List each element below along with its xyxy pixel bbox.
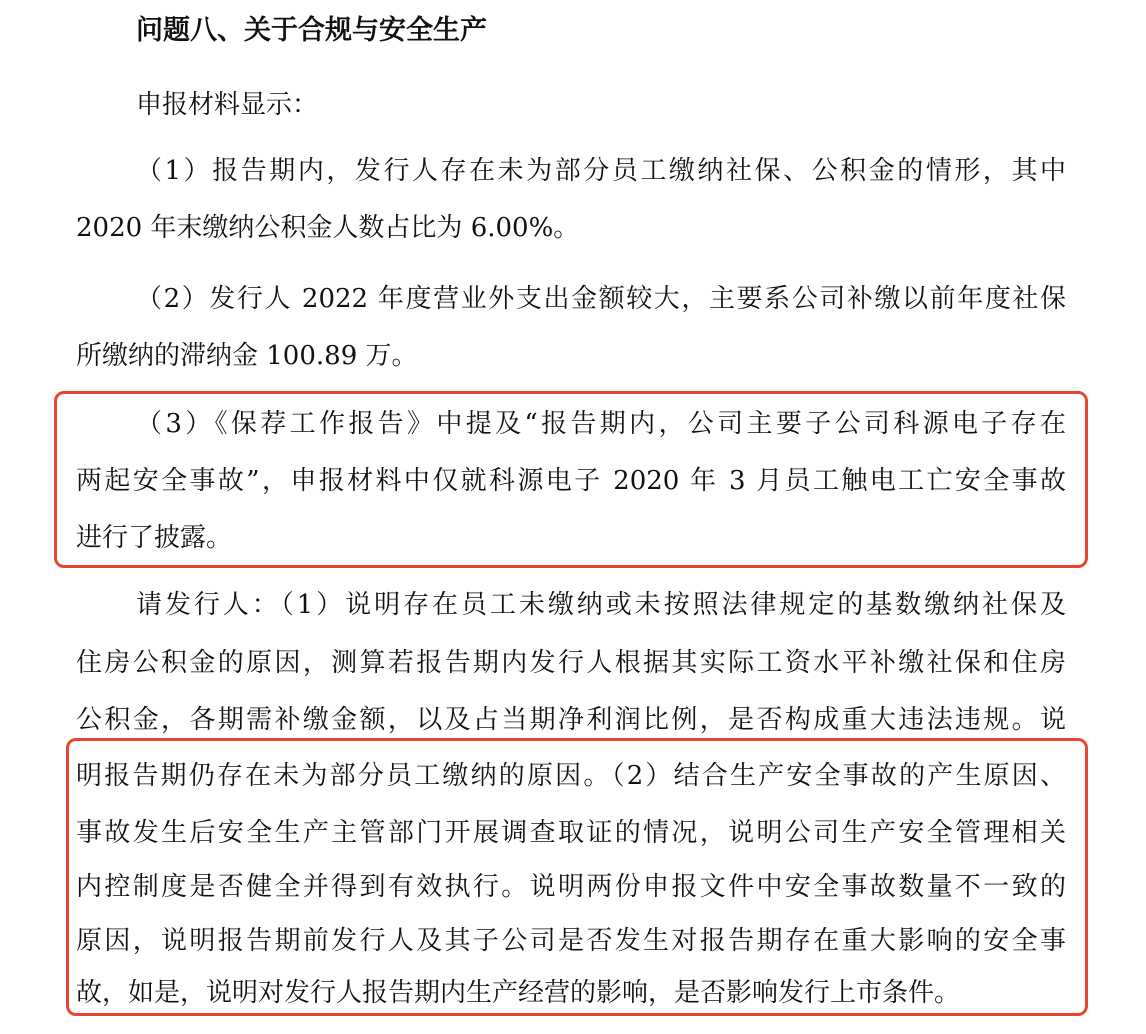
request-line-7: 原因，说明报告期前发行人及其子公司是否发生对报告期存在重大影响的安全事 — [76, 926, 1066, 956]
paragraph-3-line-1: （3）《保荐工作报告》中提及“报告期内，公司主要子公司科源电子存在 — [136, 409, 1066, 439]
request-line-3: 公积金，各期需补缴金额，以及占当期净利润比例，是否构成重大违法违规。说 — [76, 705, 1066, 735]
paragraph-1-line-1: （1）报告期内，发行人存在未为部分员工缴纳社保、公积金的情形，其中 — [136, 156, 1066, 186]
paragraph-3-line-2: 两起安全事故”，申报材料中仅就科源电子 2020 年 3 月员工触电工亡安全事故 — [76, 466, 1066, 496]
paragraph-2-line-2: 所缴纳的滞纳金 100.89 万。 — [76, 341, 418, 371]
intro-text: 申报材料显示： — [136, 90, 319, 120]
paragraph-3-line-3: 进行了披露。 — [76, 523, 233, 553]
request-line-1: 请发行人：（1）说明存在员工未缴纳或未按照法律规定的基数缴纳社保及 — [136, 590, 1066, 620]
section-heading: 问题八、关于合规与安全生产 — [136, 15, 487, 46]
request-line-4: 明报告期仍存在未为部分员工缴纳的原因。（2）结合生产安全事故的产生原因、 — [76, 761, 1066, 791]
request-line-6: 内控制度是否健全并得到有效执行。说明两份申报文件中安全事故数量不一致的 — [76, 872, 1066, 902]
paragraph-1-line-2: 2020 年末缴纳公积金人数占比为 6.00%。 — [76, 213, 580, 243]
request-line-2: 住房公积金的原因，测算若报告期内发行人根据其实际工资水平补缴社保和住房 — [76, 648, 1066, 678]
request-line-5: 事故发生后安全生产主管部门开展调查取证的情况，说明公司生产安全管理相关 — [76, 818, 1066, 848]
request-line-8: 故，如是，说明对发行人报告期内生产经营的影响，是否影响发行上市条件。 — [76, 978, 961, 1008]
paragraph-2-line-1: （2）发行人 2022 年度营业外支出金额较大，主要系公司补缴以前年度社保 — [136, 284, 1066, 314]
